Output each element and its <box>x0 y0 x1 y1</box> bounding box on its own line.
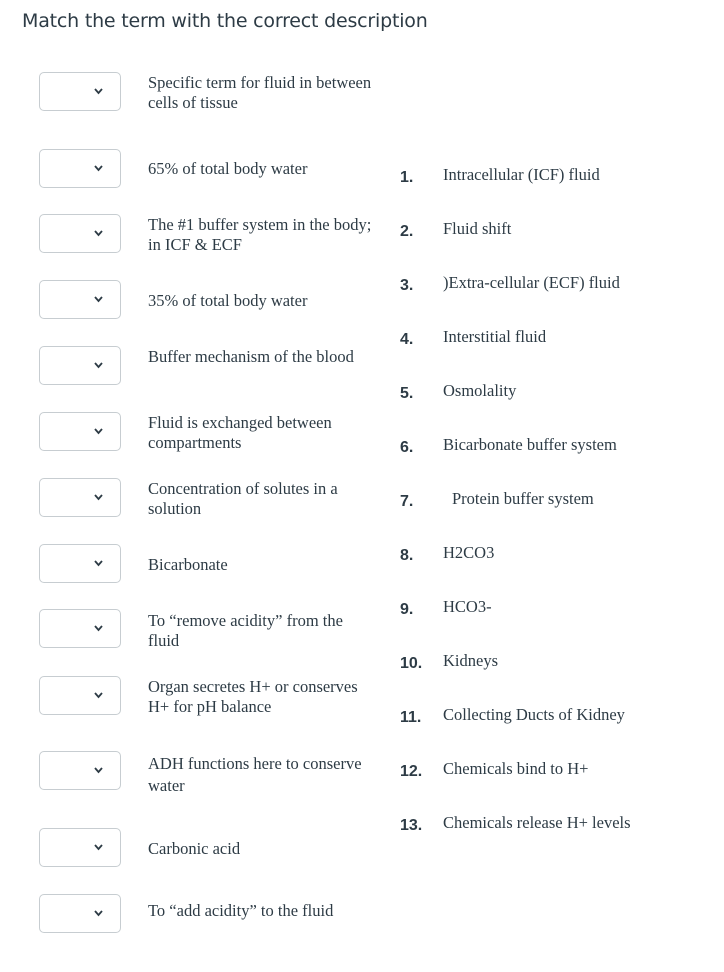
option-label: HCO3- <box>443 597 492 616</box>
option-label: Chemicals bind to H+ <box>443 759 589 778</box>
chevron-down-icon <box>94 557 103 570</box>
answer-select-6[interactable] <box>39 412 121 451</box>
description-11: ADH functions here to conserve water <box>148 754 362 795</box>
option-number: 3. <box>400 277 414 294</box>
option-number: 5. <box>400 385 414 402</box>
answer-select-9[interactable] <box>39 609 121 648</box>
chevron-down-icon <box>94 841 103 854</box>
option-number: 1. <box>400 169 414 186</box>
chevron-down-icon <box>94 907 103 920</box>
description-8: Bicarbonate <box>148 555 228 574</box>
description-5: Buffer mechanism of the blood <box>148 347 354 366</box>
option-number: 13. <box>400 817 423 834</box>
option-number: 2. <box>400 223 414 240</box>
option-number: 12. <box>400 763 423 780</box>
description-7: Concentration of solutes in a solution <box>148 479 338 518</box>
question-title: Match the term with the correct description <box>22 10 428 32</box>
chevron-down-icon <box>94 85 103 98</box>
option-label: )Extra-cellular (ECF) fluid <box>443 273 620 292</box>
option-label: Kidneys <box>443 651 498 670</box>
chevron-down-icon <box>94 764 103 777</box>
description-10: Organ secretes H+ or conserves H+ for pH balance <box>148 677 358 716</box>
chevron-down-icon <box>94 689 103 702</box>
chevron-down-icon <box>94 293 103 306</box>
chevron-down-icon <box>94 359 103 372</box>
option-label: H2CO3 <box>443 543 495 562</box>
answer-select-11[interactable] <box>39 751 121 790</box>
option-label: Fluid shift <box>443 219 512 238</box>
answer-select-2[interactable] <box>39 149 121 188</box>
answer-select-10[interactable] <box>39 676 121 715</box>
description-13: To “add acidity” to the fluid <box>148 901 334 920</box>
option-number: 10. <box>400 655 423 672</box>
chevron-down-icon <box>94 162 103 175</box>
answer-select-7[interactable] <box>39 478 121 517</box>
chevron-down-icon <box>94 425 103 438</box>
chevron-down-icon <box>94 491 103 504</box>
option-number: 4. <box>400 331 414 348</box>
chevron-down-icon <box>94 227 103 240</box>
description-4: 35% of total body water <box>148 291 308 310</box>
option-label: Osmolality <box>443 381 517 400</box>
option-label: Intracellular (ICF) fluid <box>443 165 600 184</box>
description-1: Specific term for fluid in between cells of tissue <box>148 73 372 112</box>
description-3: The #1 buffer system in the body; in ICF & ECF <box>148 215 372 254</box>
answer-select-3[interactable] <box>39 214 121 253</box>
option-label: Chemicals release H+ levels <box>443 813 631 832</box>
answer-select-5[interactable] <box>39 346 121 385</box>
option-label: Bicarbonate buffer system <box>443 435 617 454</box>
description-12: Carbonic acid <box>148 839 241 858</box>
option-label: Protein buffer system <box>452 489 594 508</box>
answer-select-4[interactable] <box>39 280 121 319</box>
answer-select-13[interactable] <box>39 894 121 933</box>
option-number: 7. <box>400 493 414 510</box>
option-label: Collecting Ducts of Kidney <box>443 705 625 724</box>
description-9: To “remove acidity” from the fluid <box>148 611 343 650</box>
option-number: 9. <box>400 601 414 618</box>
option-number: 6. <box>400 439 414 456</box>
option-number: 8. <box>400 547 414 564</box>
chevron-down-icon <box>94 622 103 635</box>
answer-select-1[interactable] <box>39 72 121 111</box>
description-6: Fluid is exchanged between compartments <box>148 413 332 452</box>
answer-select-8[interactable] <box>39 544 121 583</box>
option-label: Interstitial fluid <box>443 327 547 346</box>
answer-select-12[interactable] <box>39 828 121 867</box>
option-number: 11. <box>400 709 422 726</box>
description-2: 65% of total body water <box>148 159 308 178</box>
